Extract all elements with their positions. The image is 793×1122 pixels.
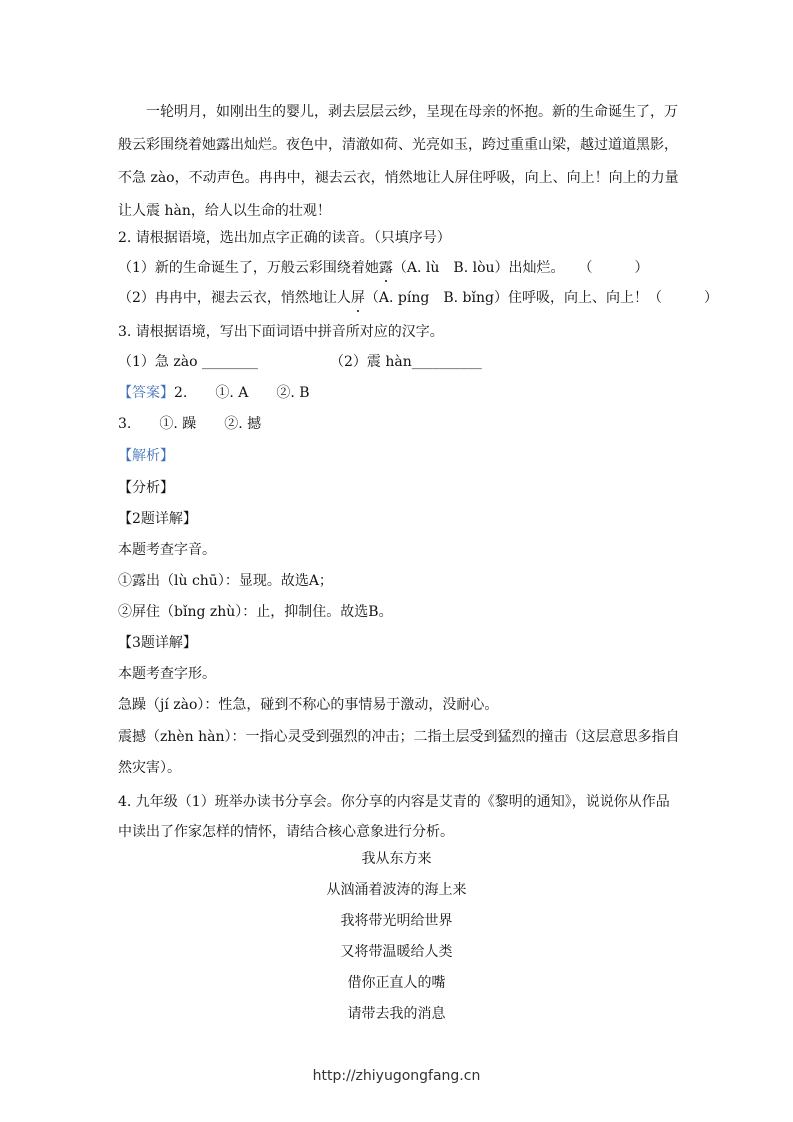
question-4-prompt-line1: 4. 九年级（1）班举办读书分享会。你分享的内容是艾青的《黎明的通知》，说说你从作品 (118, 794, 670, 810)
poem-line: 我从东方来 (361, 851, 432, 867)
question-2-prompt: 2. 请根据语境，选出加点字正确的读音。（只填序号） (118, 230, 451, 246)
q2-detail-b: ②屏住（bǐng zhù）：止，抑制住。故选B。 (118, 604, 393, 620)
q3-detail-a: 急躁（jí zào）：性急，碰到不称心的事情易于激动，没耐心。 (118, 697, 499, 713)
analysis-tag: 【解析】 (118, 448, 174, 464)
passage-line: 一轮明月，如刚出生的婴儿，剥去层层云纱，呈现在母亲的怀抱。新的生命诞生了，万 (118, 104, 678, 120)
analysis-subhead: 【分析】 (118, 480, 174, 496)
question-2-item-2: （2）冉冉中，褪去云衣，悄然地让人屏（A. píng B. bǐng）住呼吸，向上、向上！（ ） (118, 290, 718, 306)
question-3-prompt: 3. 请根据语境，写出下面词语中拼音所对应的汉字。 (118, 324, 444, 340)
question-3-item-2: （2）震 hàn__________ (330, 354, 482, 370)
poem-line: 请带去我的消息 (347, 1006, 446, 1022)
footer-url: http://zhiyugongfang.cn (312, 1068, 481, 1084)
q2-detail-intro: 本题考查字音。 (118, 542, 216, 558)
poem (0, 844, 793, 1030)
poem-line: 从汹涌着波涛的海上来 (326, 882, 467, 898)
q3-detail-heading: 【3题详解】 (118, 635, 197, 651)
question-2-item-1: （1）新的生命诞生了，万般云彩围绕着她露（A. lù B. lòu）出灿烂。 （ ） (118, 260, 649, 276)
answer-tag: 【答案】 (118, 385, 174, 401)
question-4-prompt-line2: 中读出了作家怎样的情怀，请结合核心意象进行分析。 (118, 824, 454, 840)
passage-line: 不急 zào，不动声色。冉冉中，褪去云衣，悄然地让人屏住呼吸，向上、向上！向上的力量 (118, 170, 679, 186)
question-3-item-1: （1）急 zào ________ (118, 354, 258, 370)
q3-detail-b-line1: 震撼（zhèn hàn）：一指心灵受到强烈的冲击；二指土层受到猛烈的撞击（这层意思多指自 (118, 729, 680, 745)
poem-line: 我将带光明给世界 (340, 913, 453, 929)
poem-line: 又将带温暖给人类 (340, 944, 453, 960)
dotted-character: 露 (378, 260, 393, 276)
answer-line-2: 3. ①. 躁 ②. 撼 (118, 416, 262, 432)
reading-passage (118, 96, 678, 228)
dotted-character: 屏 (350, 290, 365, 306)
q2-detail-a: ①露出（lù chū）：显现。故选A； (118, 573, 333, 589)
q3-detail-intro: 本题考查字形。 (118, 666, 216, 682)
q2-detail-heading: 【2题详解】 (118, 511, 197, 527)
passage-line: 般云彩围绕着她露出灿烂。夜色中，清澈如荷、光亮如玉，跨过重重山梁，越过道道黑影， (118, 137, 678, 153)
poem-line: 借你正直人的嘴 (347, 975, 446, 991)
q3-detail-b-line2: 然灾害）。 (118, 760, 181, 776)
passage-line: 让人震 hàn，给人以生命的壮观！ (118, 203, 331, 219)
answer-line-1: 【答案】2. ①. A ②. B (118, 385, 310, 401)
